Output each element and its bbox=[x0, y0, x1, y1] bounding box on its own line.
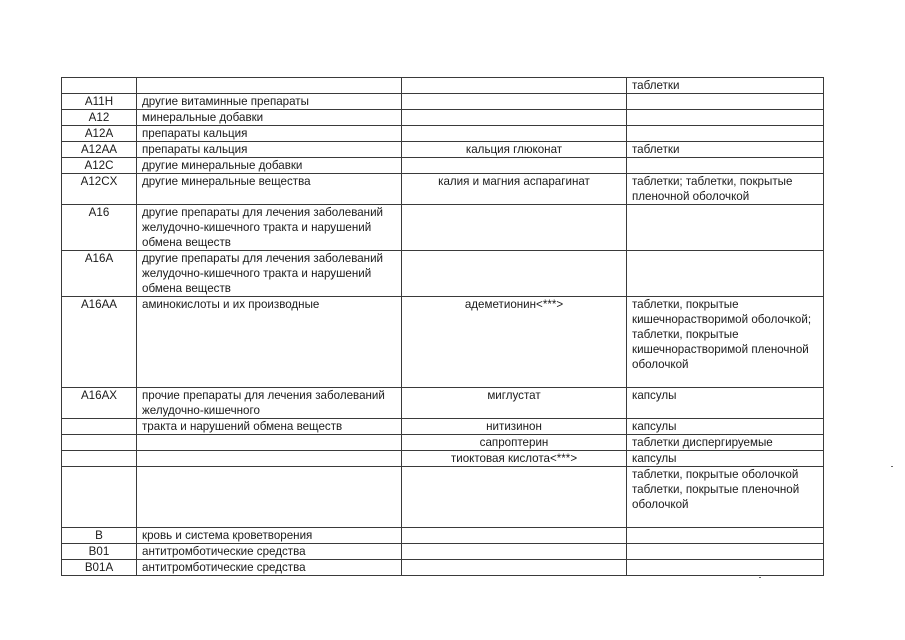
cell-atc-code bbox=[62, 78, 137, 94]
cell-atc-code: A16 bbox=[62, 205, 137, 251]
cell-group-name: препараты кальция bbox=[137, 142, 402, 158]
cell-dosage-form: капсулы bbox=[627, 419, 824, 435]
cell-dosage-form: таблетки, покрытые оболочкой таблетки, покрытые пленочной оболочкой bbox=[627, 467, 824, 528]
cell-dosage-form: таблетки диспергируемые bbox=[627, 435, 824, 451]
cell-group-name bbox=[137, 435, 402, 451]
table-row bbox=[62, 158, 824, 174]
cell-drug-name: тиоктовая кислота<***> bbox=[402, 451, 627, 467]
cell-drug-name bbox=[402, 158, 627, 174]
cell-atc-code: B bbox=[62, 528, 137, 544]
table-row bbox=[62, 528, 824, 544]
cell-dosage-form bbox=[627, 158, 824, 174]
table-row bbox=[62, 174, 824, 205]
cell-drug-name: калия и магния аспарагинат bbox=[402, 174, 627, 205]
cell-group-name: минеральные добавки bbox=[137, 110, 402, 126]
cell-atc-code: A11H bbox=[62, 94, 137, 110]
table-row bbox=[62, 251, 824, 297]
cell-atc-code bbox=[62, 419, 137, 435]
cell-drug-name: сапроптерин bbox=[402, 435, 627, 451]
cell-group-name: другие препараты для лечения заболеваний желудочно-кишечного тракта и нарушений обмена веществ bbox=[137, 205, 402, 251]
table-row bbox=[62, 451, 824, 467]
table-row bbox=[62, 388, 824, 419]
cell-dosage-form bbox=[627, 94, 824, 110]
cell-drug-name bbox=[402, 528, 627, 544]
table-row bbox=[62, 205, 824, 251]
cell-dosage-form bbox=[627, 110, 824, 126]
cell-dosage-form bbox=[627, 544, 824, 560]
cell-atc-code bbox=[62, 467, 137, 528]
cell-group-name: тракта и нарушений обмена веществ bbox=[137, 419, 402, 435]
cell-atc-code: A16AA bbox=[62, 297, 137, 388]
cell-drug-name bbox=[402, 251, 627, 297]
cell-drug-name bbox=[402, 467, 627, 528]
cell-atc-code: A16A bbox=[62, 251, 137, 297]
cell-group-name: аминокислоты и их производные bbox=[137, 297, 402, 388]
cell-group-name: другие препараты для лечения заболеваний желудочно-кишечного тракта и нарушений обмена веществ bbox=[137, 251, 402, 297]
cell-drug-name bbox=[402, 110, 627, 126]
cell-drug-name bbox=[402, 126, 627, 142]
cell-drug-name: адеметионин<***> bbox=[402, 297, 627, 388]
cell-drug-name bbox=[402, 94, 627, 110]
cell-atc-code bbox=[62, 451, 137, 467]
cell-dosage-form bbox=[627, 205, 824, 251]
table-row bbox=[62, 544, 824, 560]
cell-dosage-form: таблетки, покрытые кишечнорастворимой оболочкой; таблетки, покрытые кишечнорастворимой пленочной оболочкой bbox=[627, 297, 824, 388]
cell-drug-name bbox=[402, 560, 627, 576]
cell-group-name: другие минеральные вещества bbox=[137, 174, 402, 205]
cell-atc-code: A12C bbox=[62, 158, 137, 174]
cell-dosage-form: таблетки bbox=[627, 142, 824, 158]
table-row bbox=[62, 142, 824, 158]
cell-group-name: препараты кальция bbox=[137, 126, 402, 142]
cell-dosage-form bbox=[627, 126, 824, 142]
table-row bbox=[62, 126, 824, 142]
table-row bbox=[62, 419, 824, 435]
table-row bbox=[62, 560, 824, 576]
cell-dosage-form bbox=[627, 251, 824, 297]
cell-dosage-form: капсулы bbox=[627, 388, 824, 419]
cell-atc-code bbox=[62, 435, 137, 451]
scan-speck bbox=[759, 577, 761, 578]
cell-group-name: другие витаминные препараты bbox=[137, 94, 402, 110]
cell-group-name: другие минеральные добавки bbox=[137, 158, 402, 174]
cell-atc-code: A12AA bbox=[62, 142, 137, 158]
cell-drug-name: кальция глюконат bbox=[402, 142, 627, 158]
cell-dosage-form: капсулы bbox=[627, 451, 824, 467]
table-row bbox=[62, 467, 824, 528]
cell-group-name: антитромботические средства bbox=[137, 560, 402, 576]
cell-dosage-form: таблетки; таблетки, покрытые пленочной оболочкой bbox=[627, 174, 824, 205]
cell-drug-name bbox=[402, 78, 627, 94]
cell-group-name bbox=[137, 467, 402, 528]
scan-speck bbox=[891, 466, 893, 467]
cell-group-name bbox=[137, 78, 402, 94]
cell-atc-code: B01 bbox=[62, 544, 137, 560]
table-row bbox=[62, 78, 824, 94]
cell-group-name bbox=[137, 451, 402, 467]
cell-drug-name bbox=[402, 205, 627, 251]
cell-atc-code: B01A bbox=[62, 560, 137, 576]
cell-group-name: кровь и система кроветворения bbox=[137, 528, 402, 544]
cell-drug-name: миглустат bbox=[402, 388, 627, 419]
cell-atc-code: A12CX bbox=[62, 174, 137, 205]
table-row bbox=[62, 297, 824, 388]
table-row bbox=[62, 110, 824, 126]
cell-drug-name bbox=[402, 544, 627, 560]
table-row bbox=[62, 94, 824, 110]
cell-drug-name: нитизинон bbox=[402, 419, 627, 435]
cell-dosage-form bbox=[627, 528, 824, 544]
drug-table bbox=[61, 77, 824, 576]
table-body bbox=[62, 78, 824, 576]
cell-group-name: прочие препараты для лечения заболеваний желудочно-кишечного bbox=[137, 388, 402, 419]
cell-atc-code: A12A bbox=[62, 126, 137, 142]
cell-group-name: антитромботические средства bbox=[137, 544, 402, 560]
cell-atc-code: A16AX bbox=[62, 388, 137, 419]
cell-dosage-form: таблетки bbox=[627, 78, 824, 94]
cell-dosage-form bbox=[627, 560, 824, 576]
table-row bbox=[62, 435, 824, 451]
cell-atc-code: A12 bbox=[62, 110, 137, 126]
